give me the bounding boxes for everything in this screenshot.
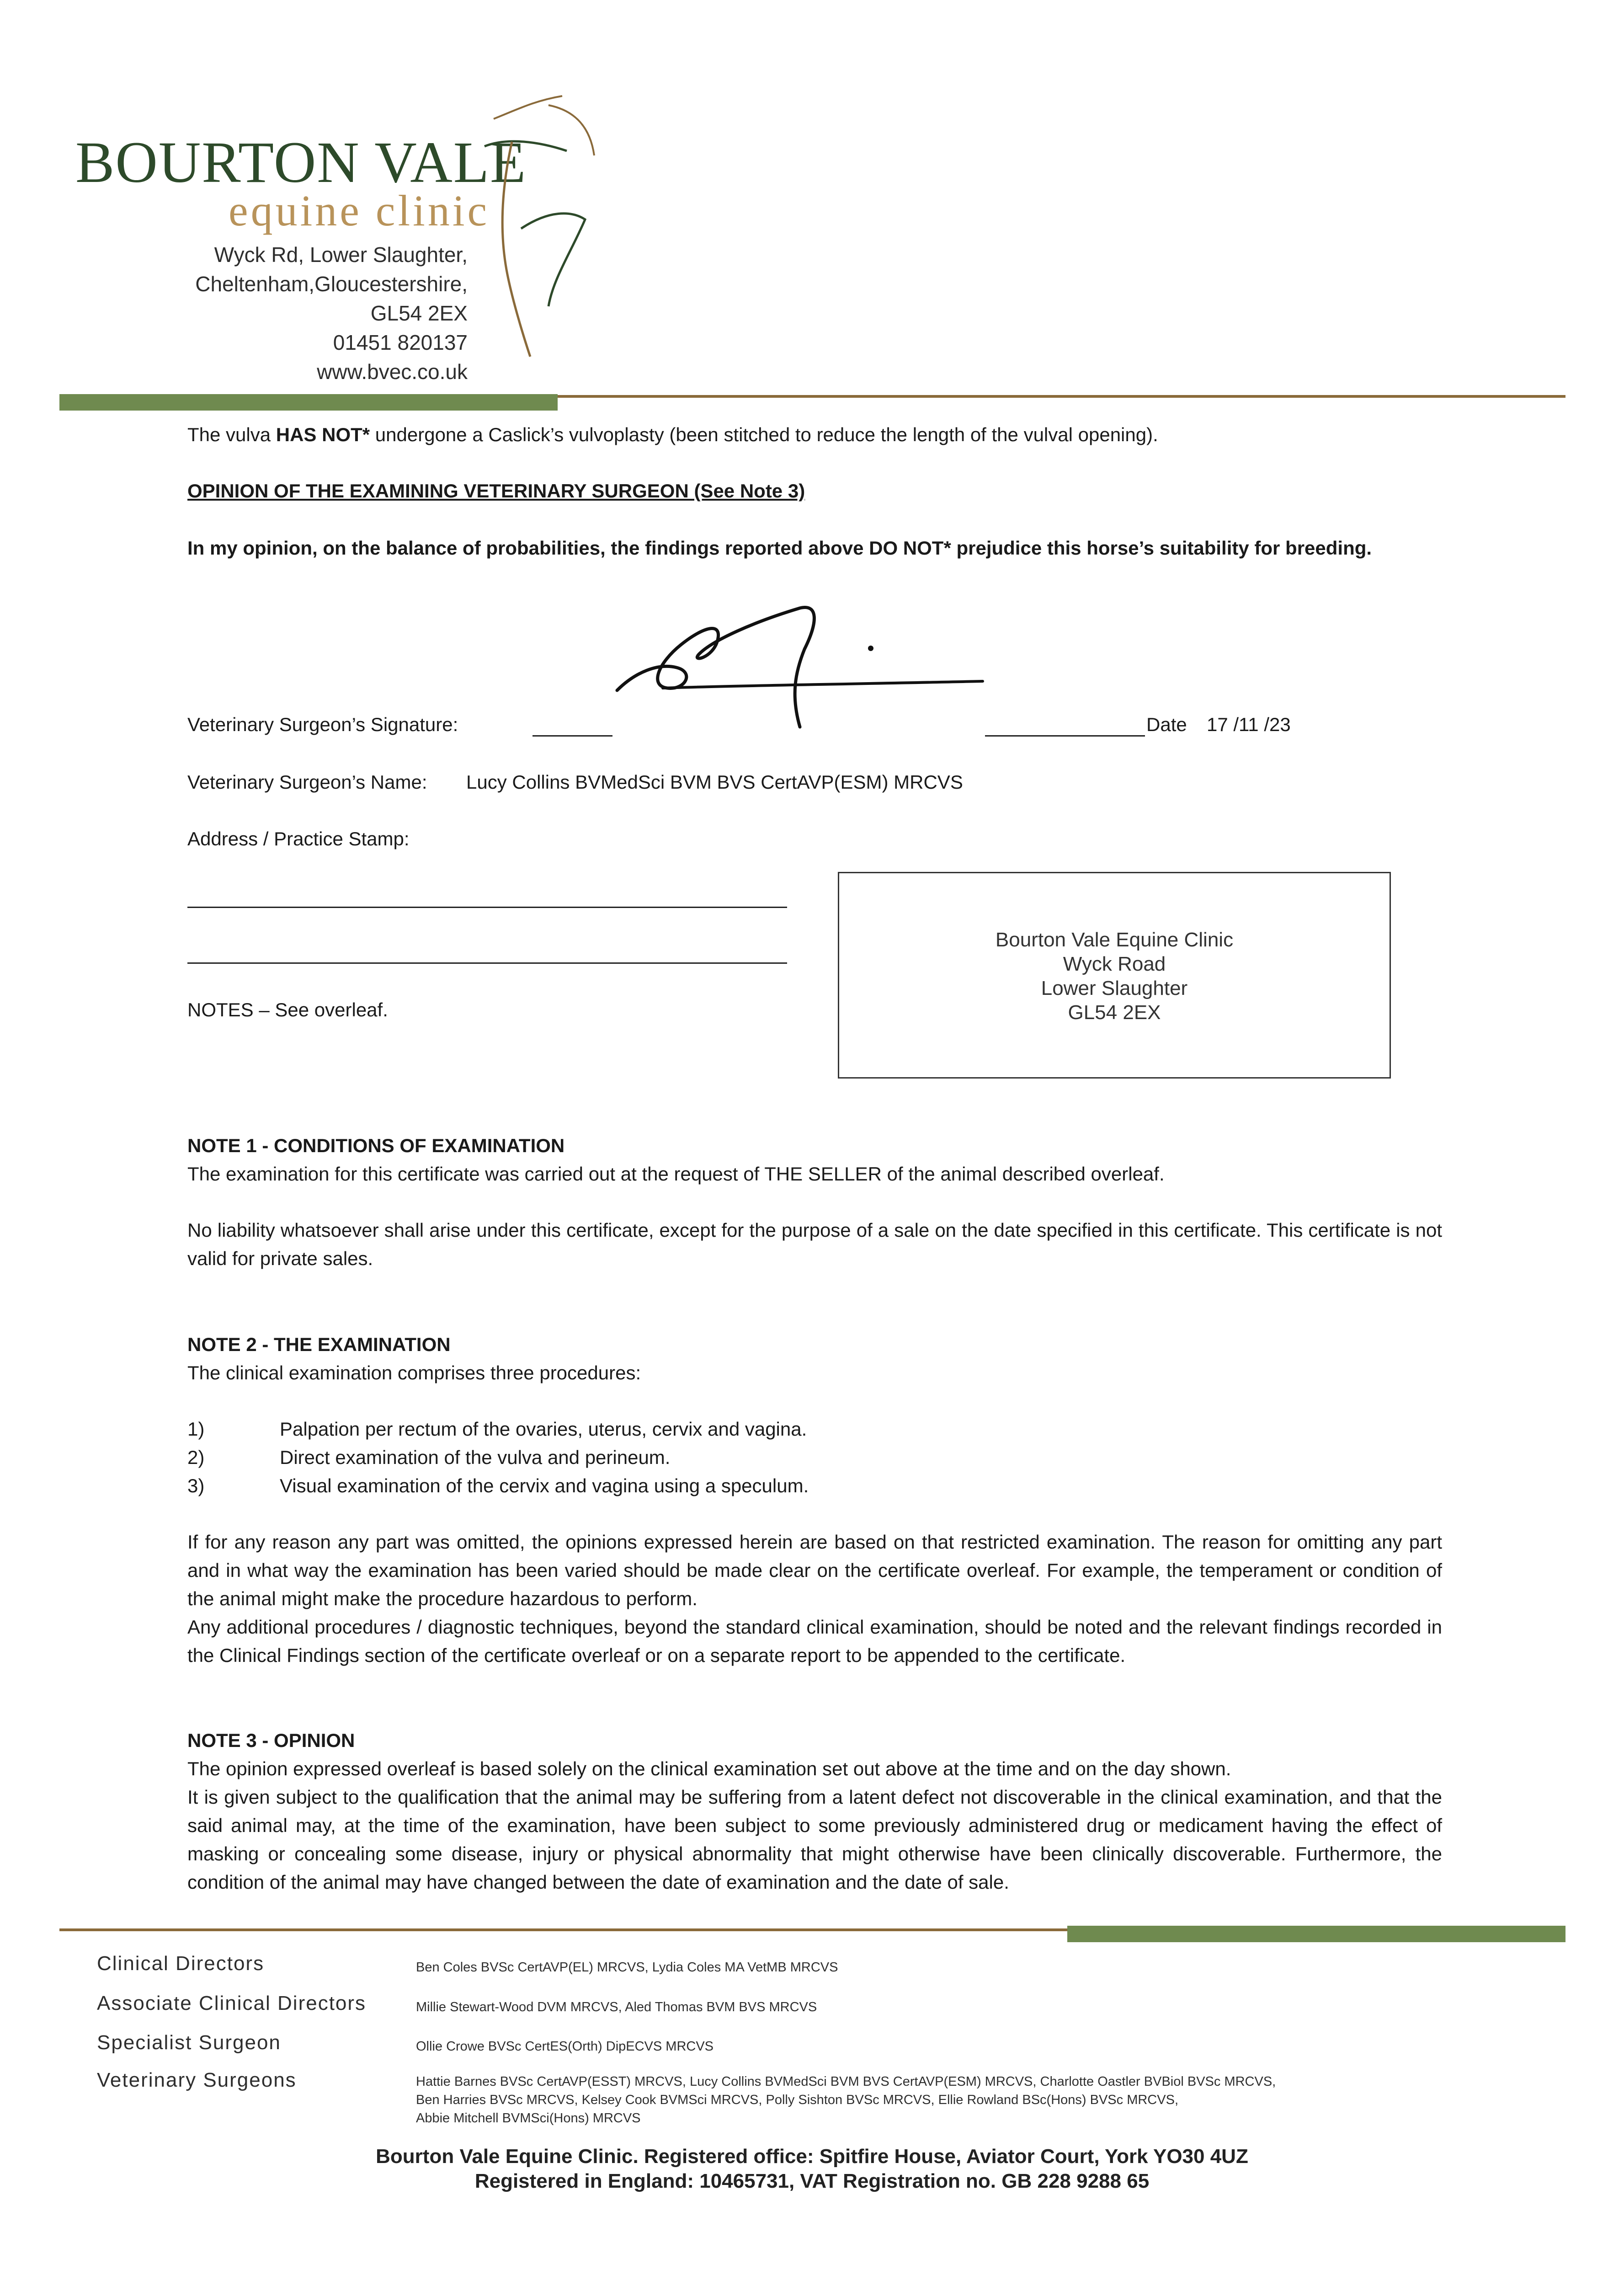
horse-logo-icon xyxy=(480,91,608,361)
note2-intro: The clinical examination comprises three procedures: xyxy=(187,1362,641,1383)
stamp-line-4: GL54 2EX xyxy=(1068,1001,1161,1024)
header-divider-line xyxy=(558,395,1565,398)
note2-item-number: 1) xyxy=(187,1418,205,1440)
signature-line-left xyxy=(532,735,612,737)
staff-names: Ollie Crowe BVSc CertES(Orth) DipECVS MRCVS xyxy=(416,2039,714,2054)
note2-item-text: Palpation per rectum of the ovaries, uterus, cervix and vagina. xyxy=(280,1418,807,1440)
staff-names: Ben Harries BVSc MRCVS, Kelsey Cook BVMSci MRCVS, Polly Sishton BVSc MRCVS, Ellie Rowland BSc(Hons) BVSc MRCVS, xyxy=(416,2093,1178,2107)
note2-paragraph-1: If for any reason any part was omitted, the opinions expressed herein are based on that restricted examination. The reason for omitting any part and in what way the examination has been varied should be made clear on the certificate overleaf. For example, the temperament or condition of the animal might make the procedure hazardous to perform. xyxy=(187,1531,1442,1609)
signature-label: Veterinary Surgeon’s Signature: xyxy=(187,714,458,735)
note2-item-text: Visual examination of the cervix and vagina using a speculum. xyxy=(280,1475,809,1496)
logo-title: BOURTON VALE xyxy=(75,130,527,195)
name-value: Lucy Collins BVMedSci BVM BVS CertAVP(ESM) MRCVS xyxy=(466,771,963,793)
note3-paragraph-2: It is given subject to the qualification that the animal may be suffering from a latent defect not discoverable in the clinical examination, and that the said animal may, at the time of the examination, have been subject to some previously administered drug or medicament having the effect of masking or concealing some disease, injury or physical abnormality that might otherwise have been clinically discoverable. Furthermore, the condition of the animal may have changed between the date of examination and the date of sale. xyxy=(187,1786,1442,1893)
date-value: 17 /11 /23 xyxy=(1207,714,1291,735)
note2-item-text: Direct examination of the vulva and perineum. xyxy=(280,1447,671,1468)
date-label: Date xyxy=(1146,714,1187,735)
staff-role: Clinical Directors xyxy=(97,1952,265,1975)
address-line-blank-2 xyxy=(187,962,787,964)
name-label: Veterinary Surgeon’s Name: xyxy=(187,771,427,793)
staff-names: Millie Stewart-Wood DVM MRCVS, Aled Thomas BVM BVS MRCVS xyxy=(416,2000,817,2014)
registered-office: Bourton Vale Equine Clinic. Registered office: Spitfire House, Aviator Court, York YO30 4UZ xyxy=(376,2145,1248,2168)
registration-numbers: Registered in England: 10465731, VAT Registration no. GB 228 9288 65 xyxy=(474,2170,1150,2192)
address-stamp-label: Address / Practice Stamp: xyxy=(187,828,410,849)
note2-heading: NOTE 2 - THE EXAMINATION xyxy=(187,1334,451,1355)
footer-divider-line xyxy=(59,1928,1067,1931)
note2-item-number: 2) xyxy=(187,1447,205,1468)
address-postcode: GL54 2EX xyxy=(370,301,468,325)
header-divider-bar xyxy=(59,394,558,411)
staff-names: Hattie Barnes BVSc CertAVP(ESST) MRCVS, Lucy Collins BVMedSci BVM BVS CertAVP(ESM) MRCVS, Charlotte Oastler BVBiol BVSc MRCVS, xyxy=(416,2074,1276,2089)
note2-paragraph-2: Any additional procedures / diagnostic techniques, beyond the standard clinical examination, should be noted and the relevant findings recorded in the Clinical Findings section of the certificate overleaf or on a separate report to be appended to the certificate. xyxy=(187,1616,1442,1666)
address-phone: 01451 820137 xyxy=(333,331,468,354)
address-line-2: Cheltenham,Gloucestershire, xyxy=(195,272,468,296)
address-line-1: Wyck Rd, Lower Slaughter, xyxy=(214,243,468,267)
stamp-line-1: Bourton Vale Equine Clinic xyxy=(995,929,1234,951)
note1-heading: NOTE 1 - CONDITIONS OF EXAMINATION xyxy=(187,1135,565,1156)
stamp-line-2: Wyck Road xyxy=(1063,953,1166,975)
staff-role: Associate Clinical Directors xyxy=(97,1992,367,2014)
staff-names: Abbie Mitchell BVMSci(Hons) MRCVS xyxy=(416,2111,641,2126)
signature-image xyxy=(608,594,996,732)
staff-names: Ben Coles BVSc CertAVP(EL) MRCVS, Lydia Coles MA VetMB MRCVS xyxy=(416,1960,838,1975)
opinion-heading: OPINION OF THE EXAMINING VETERINARY SURGEON (See Note 3) xyxy=(187,480,805,502)
footer-divider-bar xyxy=(1067,1926,1565,1942)
note3-paragraph-1: The opinion expressed overleaf is based solely on the clinical examination set out above at the time and on the day shown. xyxy=(187,1758,1231,1779)
note1-paragraph-2: No liability whatsoever shall arise under this certificate, except for the purpose of a sale on the date specified in this certificate. This certificate is not valid for private sales. xyxy=(187,1219,1442,1269)
signature-line-right xyxy=(985,735,1145,737)
opinion-statement: In my opinion, on the balance of probabilities, the findings reported above DO NOT* prejudice this horse’s suitability for breeding. xyxy=(187,537,1372,559)
address-line-blank-1 xyxy=(187,907,787,908)
caslick-statement: The vulva HAS NOT* undergone a Caslick’s vulvoplasty (been stitched to reduce the length of the vulval opening). xyxy=(187,424,1158,445)
stamp-line-3: Lower Slaughter xyxy=(1041,977,1188,999)
staff-role: Specialist Surgeon xyxy=(97,2031,281,2054)
staff-role: Veterinary Surgeons xyxy=(97,2069,297,2091)
address-website[interactable]: www.bvec.co.uk xyxy=(317,360,468,384)
notes-reference: NOTES – See overleaf. xyxy=(187,999,388,1020)
note3-heading: NOTE 3 - OPINION xyxy=(187,1730,355,1751)
note1-paragraph-1: The examination for this certificate was carried out at the request of THE SELLER of the animal described overleaf. xyxy=(187,1163,1165,1185)
note2-item-number: 3) xyxy=(187,1475,205,1496)
logo-subtitle: equine clinic xyxy=(229,186,490,235)
